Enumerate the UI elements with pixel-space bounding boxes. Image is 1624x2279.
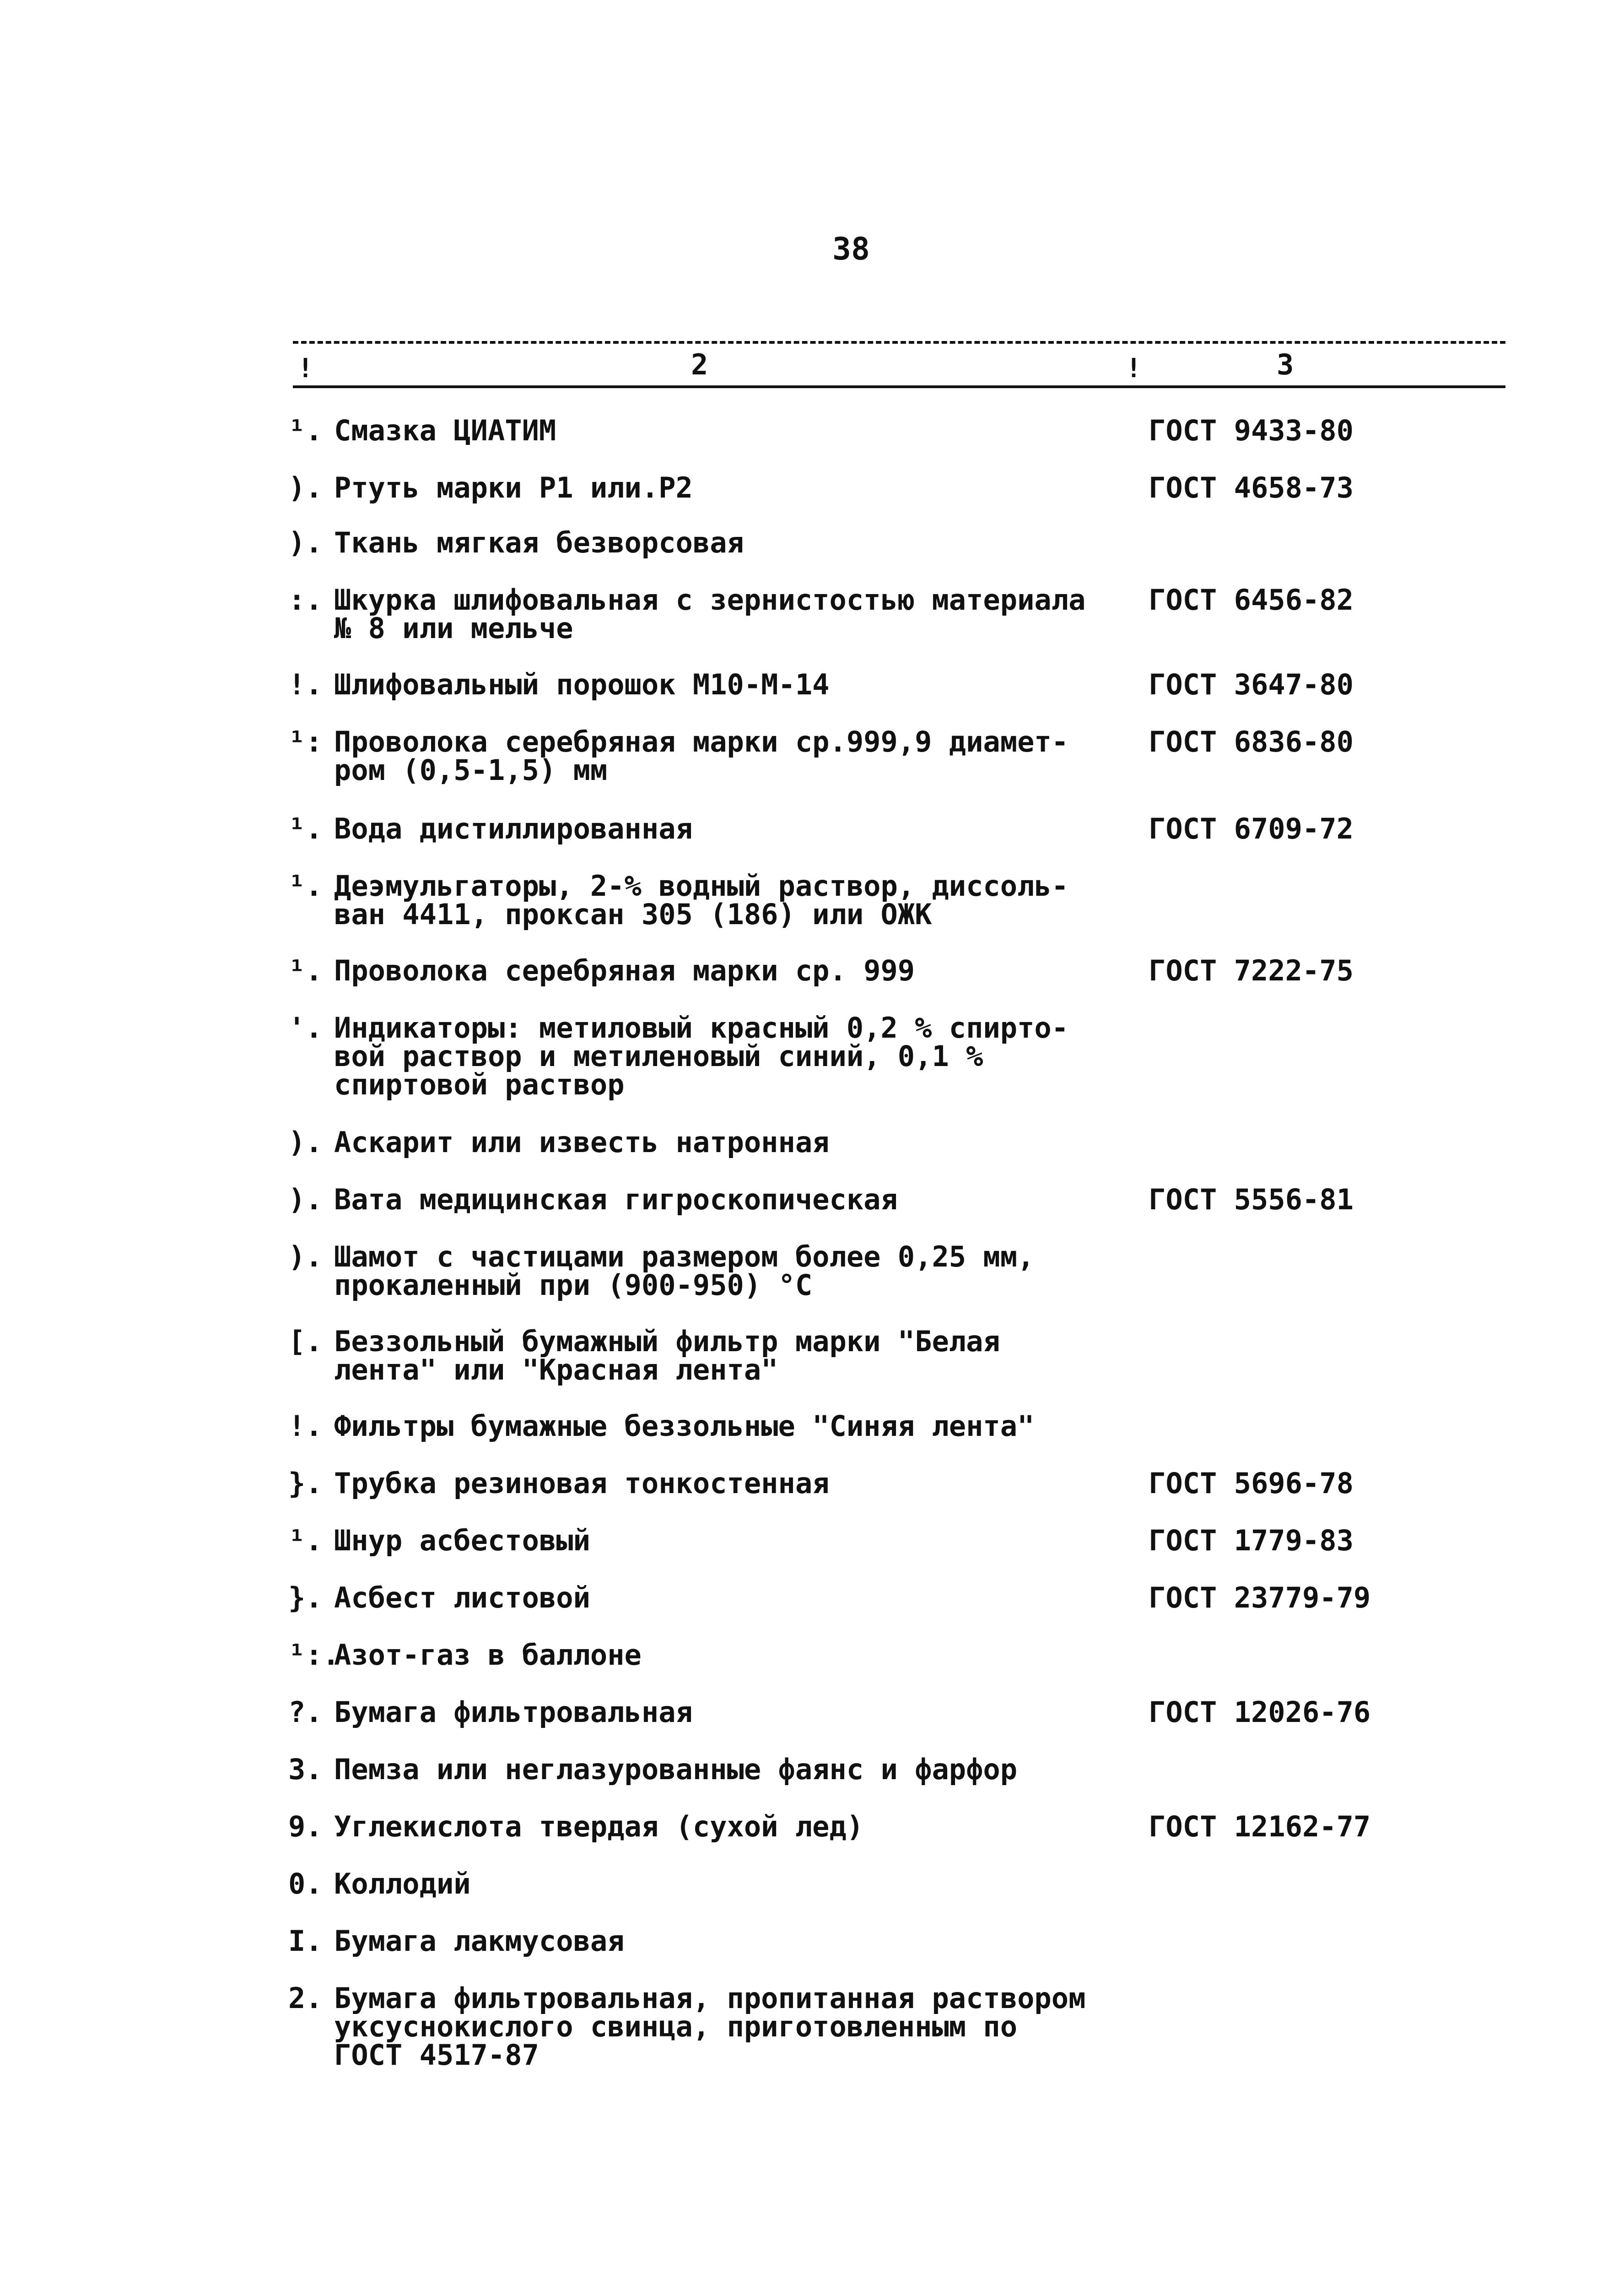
row-name: Бумага фильтровальная bbox=[334, 1695, 693, 1729]
row-name: Вата медицинская гигроскопическая bbox=[334, 1183, 898, 1216]
row-number: !. bbox=[288, 668, 323, 701]
row-standard: ГОСТ 23779-79 bbox=[1149, 1581, 1371, 1614]
row-number: }. bbox=[288, 1467, 323, 1500]
row-name: Азот-газ в баллоне bbox=[334, 1638, 642, 1672]
row-standard: ГОСТ 3647-80 bbox=[1149, 668, 1354, 701]
row-standard: ГОСТ 5696-78 bbox=[1149, 1467, 1354, 1500]
row-standard: ГОСТ 9433-80 bbox=[1149, 414, 1354, 447]
row-name: Углекислота твердая (сухой лед) bbox=[334, 1810, 864, 1843]
row-number: ). bbox=[288, 1183, 323, 1216]
row-name: Беззольный бумажный фильтр марки "Белая лента" или "Красная лента" bbox=[334, 1325, 1000, 1386]
row-number: [. bbox=[288, 1325, 323, 1358]
row-number: ¹:. bbox=[288, 1638, 340, 1672]
row-number: ). bbox=[288, 526, 323, 559]
row-number: ¹. bbox=[288, 954, 323, 987]
row-standard: ГОСТ 6709-72 bbox=[1149, 812, 1354, 845]
row-name: Шкурка шлифовальная с зернистостью материала № 8 или мельче bbox=[334, 583, 1086, 645]
row-number: ¹. bbox=[288, 812, 323, 845]
row-name: Бумага фильтровальная, пропитанная раствором уксуснокислого свинца, приготовленным по ГОСТ 4517-87 bbox=[334, 1981, 1086, 2072]
row-name: Деэмульгаторы, 2-% водный раствор, диссоль- ван 4411, проксан 305 (186) или ОЖК bbox=[334, 869, 1069, 931]
column-header-3: 3 bbox=[1277, 348, 1294, 381]
row-name: Смазка ЦИАТИМ bbox=[334, 414, 556, 447]
row-number: !. bbox=[288, 1409, 323, 1443]
row-standard: ГОСТ 12026-76 bbox=[1149, 1695, 1371, 1729]
row-name: Коллодий bbox=[334, 1867, 471, 1900]
row-name: Асбест листовой bbox=[334, 1581, 590, 1614]
table-top-rule bbox=[293, 341, 1505, 344]
row-standard: ГОСТ 6456-82 bbox=[1149, 583, 1354, 617]
row-name: Трубка резиновая тонкостенная bbox=[334, 1467, 830, 1500]
row-number: ¹. bbox=[288, 869, 323, 903]
row-number: }. bbox=[288, 1581, 323, 1614]
row-standard: ГОСТ 1779-83 bbox=[1149, 1524, 1354, 1557]
row-name: Ткань мягкая безворсовая bbox=[334, 526, 744, 559]
row-number: ). bbox=[288, 1240, 323, 1273]
column-header-2: 2 bbox=[691, 348, 708, 381]
row-number: ¹. bbox=[288, 1524, 323, 1557]
row-number: ). bbox=[288, 471, 323, 504]
row-standard: ГОСТ 4658-73 bbox=[1149, 471, 1354, 504]
row-number: 2. bbox=[288, 1981, 323, 2015]
row-name: Шамот с частицами размером более 0,25 мм, прокаленный при (900-950) °С bbox=[334, 1240, 1035, 1302]
row-standard: ГОСТ 6836-80 bbox=[1149, 725, 1354, 758]
row-number: 0. bbox=[288, 1867, 323, 1900]
row-name: Шлифовальный порошок М10-М-14 bbox=[334, 668, 830, 701]
row-name: Фильтры бумажные беззольные "Синяя лента" bbox=[334, 1409, 1035, 1443]
row-number: ?. bbox=[288, 1695, 323, 1729]
row-name: Пемза или неглазурованные фаянс и фарфор bbox=[334, 1753, 1018, 1786]
row-name: Аскарит или известь натронная bbox=[334, 1126, 830, 1159]
row-number: ). bbox=[288, 1126, 323, 1159]
table-header-rule bbox=[293, 385, 1505, 388]
row-standard: ГОСТ 5556-81 bbox=[1149, 1183, 1354, 1216]
row-number: I. bbox=[288, 1924, 323, 1958]
row-name: Проволока серебряная марки ср. 999 bbox=[334, 954, 915, 987]
row-name: Вода дистиллированная bbox=[334, 812, 693, 845]
column-separator: ! bbox=[1126, 352, 1142, 384]
page-number: 38 bbox=[832, 231, 870, 267]
row-number: 3. bbox=[288, 1753, 323, 1786]
row-number: ¹. bbox=[288, 414, 323, 447]
row-number: :. bbox=[288, 583, 323, 617]
row-standard: ГОСТ 7222-75 bbox=[1149, 954, 1354, 987]
column-separator: ! bbox=[297, 352, 313, 384]
row-number: ¹: bbox=[288, 725, 323, 758]
row-standard: ГОСТ 12162-77 bbox=[1149, 1810, 1371, 1843]
row-name: Шнур асбестовый bbox=[334, 1524, 590, 1557]
row-number: '. bbox=[288, 1011, 323, 1045]
row-number: 9. bbox=[288, 1810, 323, 1843]
row-name: Индикаторы: метиловый красный 0,2 % спирто- вой раствор и метиленовый синий, 0,1 % спиртовой раствор bbox=[334, 1011, 1069, 1101]
row-name: Бумага лакмусовая bbox=[334, 1924, 625, 1958]
row-name: Ртуть марки Р1 или.Р2 bbox=[334, 471, 693, 504]
row-name: Проволока серебряная марки ср.999,9 диамет- ром (0,5-1,5) мм bbox=[334, 725, 1069, 787]
